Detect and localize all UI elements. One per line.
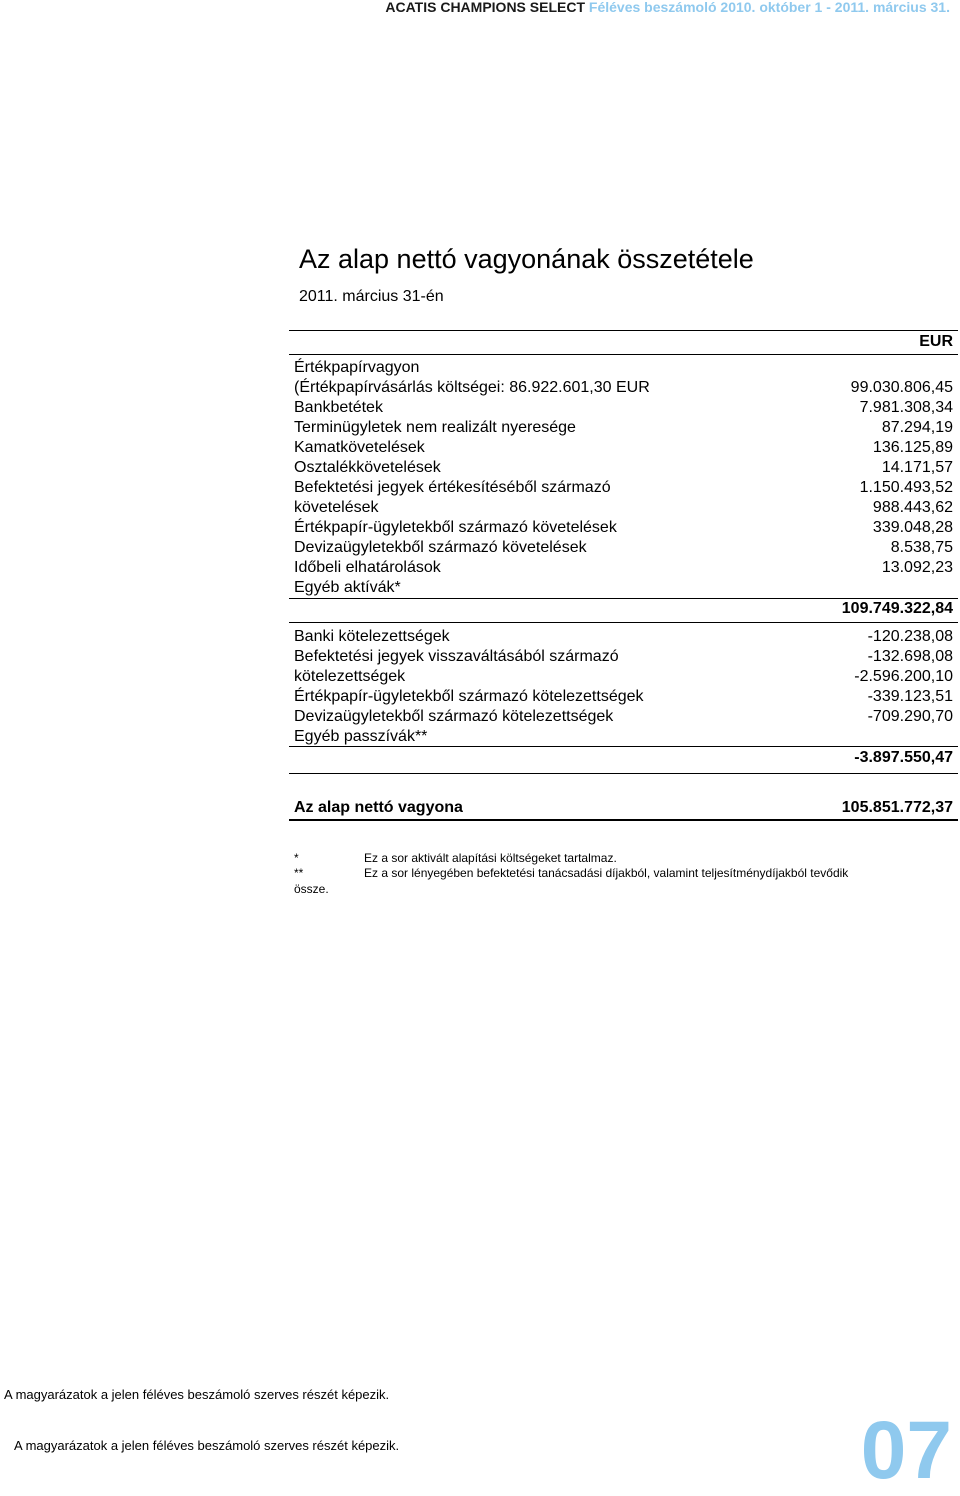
liabilities-subtotal-rule: [289, 746, 958, 747]
table-row: [294, 518, 953, 538]
row-label: Értékpapír-ügyletekből származó kötelezettségek: [294, 688, 644, 705]
row-value: -132.698,08: [867, 648, 953, 665]
footnote-continuation-text: össze.: [294, 882, 329, 896]
table-row: [294, 647, 953, 667]
table-row: [294, 498, 953, 518]
liabilities-total-row: [294, 748, 953, 768]
row-value: 339.048,28: [872, 519, 953, 536]
row-label: Devizaügyletekből származó kötelezettségek: [294, 708, 614, 725]
row-label: Időbeli elhatárolások: [294, 559, 441, 576]
footnote-text: Ez a sor lényegében befektetési tanácsadási díjakból, valamint teljesítménydíjakból tevődik: [364, 866, 849, 880]
row-value: 13.092,23: [881, 559, 953, 576]
row-label: Egyéb aktívák*: [294, 579, 401, 596]
table-row: [294, 627, 953, 647]
row-value: 1.150.493,52: [859, 479, 953, 496]
net-assets-rule: [289, 819, 958, 821]
document-header: [385, 0, 950, 14]
net-assets-value: 105.851.772,37: [841, 799, 953, 816]
table-row: [294, 418, 953, 438]
row-label: Kamatkövetelések: [294, 439, 425, 456]
footnote-mark: **: [294, 866, 304, 880]
row-label: (Értékpapírvásárlás költségei: 86.922.601,30 EUR: [294, 379, 650, 396]
page-title: Az alap nettó vagyonának összetétele: [299, 244, 754, 274]
table-row: [294, 398, 953, 418]
table-row: [294, 538, 953, 558]
row-label: Banki kötelezettségek: [294, 628, 450, 645]
table-row: [294, 358, 953, 378]
assets-total-rule: [289, 622, 958, 623]
net-assets-label: Az alap nettó vagyona: [294, 799, 463, 816]
liabilities-total-rule: [289, 773, 958, 774]
row-value: 99.030.806,45: [850, 379, 953, 396]
row-label: követelések: [294, 499, 379, 516]
row-label: Befektetési jegyek visszaváltásából származó: [294, 648, 619, 665]
row-label: Devizaügyletekből származó követelések: [294, 539, 587, 556]
fund-name: ACATIS CHAMPIONS SELECT: [385, 0, 586, 15]
table-row: [294, 478, 953, 498]
footer-disclaimer-1: A magyarázatok a jelen féléves beszámoló szerves részét képezik.: [4, 1387, 390, 1402]
table-row: [294, 578, 953, 598]
row-value: 8.538,75: [890, 539, 953, 556]
table-row: [294, 438, 953, 458]
table-row: [294, 558, 953, 578]
row-value: 14.171,57: [881, 459, 953, 476]
row-label: Egyéb passzívák**: [294, 728, 428, 745]
row-value: 87.294,19: [881, 419, 953, 436]
table-top-rule: [289, 330, 958, 331]
row-value: 136.125,89: [872, 439, 953, 456]
table-row: [294, 378, 953, 398]
table-row: [294, 458, 953, 478]
currency-header: EUR: [919, 333, 953, 350]
row-value: -709.290,70: [867, 708, 953, 725]
row-value: 7.981.308,34: [859, 399, 953, 416]
table-row: [294, 707, 953, 727]
footnote-text: Ez a sor aktivált alapítási költségeket tartalmaz.: [364, 851, 617, 865]
table-row: [294, 667, 953, 687]
row-label: Terminügyletek nem realizált nyeresége: [294, 419, 576, 436]
table-row: [294, 727, 953, 747]
liabilities-total-value: -3.897.550,47: [854, 749, 953, 766]
page-number: 07: [860, 1405, 952, 1496]
footer-disclaimer-2: A magyarázatok a jelen féléves beszámoló szerves részét képezik.: [14, 1438, 400, 1453]
row-label: kötelezettségek: [294, 668, 406, 685]
row-label: Osztalékkövetelések: [294, 459, 441, 476]
row-value: -339.123,51: [867, 688, 953, 705]
row-value: -2.596.200,10: [854, 668, 953, 685]
net-assets-row: [294, 798, 953, 818]
row-label: Bankbetétek: [294, 399, 383, 416]
row-label: Befektetési jegyek értékesítéséből származó: [294, 479, 611, 496]
row-value: 988.443,62: [872, 499, 953, 516]
row-label: Értékpapír-ügyletekből származó követelések: [294, 519, 617, 536]
page-subtitle: 2011. március 31-én: [299, 288, 444, 305]
header-rule: [289, 354, 958, 355]
assets-total-value: 109.749.322,84: [841, 600, 953, 617]
row-value: -120.238,08: [867, 628, 953, 645]
table-row: [294, 687, 953, 707]
assets-total-row: [294, 599, 953, 619]
row-label: Értékpapírvagyon: [294, 359, 420, 376]
report-period: Féléves beszámoló 2010. október 1 - 2011. március 31.: [588, 0, 950, 15]
footnote-mark: *: [294, 851, 299, 865]
